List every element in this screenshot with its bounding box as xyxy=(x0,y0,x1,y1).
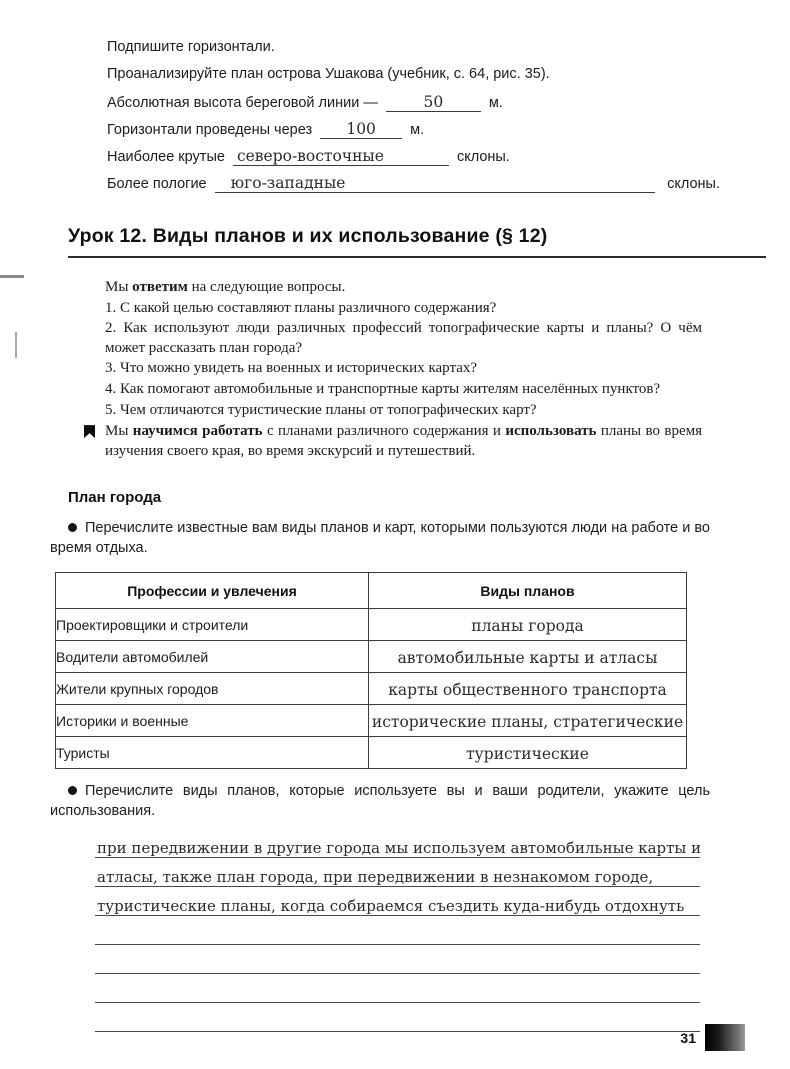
answer-cell xyxy=(369,737,687,769)
intro-lead-text: Мы xyxy=(105,279,133,295)
intro-lead xyxy=(105,278,702,298)
answer-line-empty xyxy=(95,974,700,1003)
suffix-steep-slopes: склоны. xyxy=(456,149,510,165)
handwritten-height-value: 50 xyxy=(423,93,444,111)
profession-cell: Проектировщики и строители xyxy=(56,609,369,641)
table-row xyxy=(56,705,687,737)
suffix-gentle-slopes: склоны. xyxy=(667,176,720,192)
label-steep-slopes: Наиболее крутые xyxy=(107,149,225,165)
task-list-plan-types xyxy=(50,518,710,558)
bookmark-icon xyxy=(84,425,95,438)
answer-cell xyxy=(369,609,687,641)
learn-text-3: планы во время изучения своего края, во время экскурсий и путешествий. xyxy=(105,423,702,459)
page-edge-marker xyxy=(705,1024,745,1051)
free-answer-area xyxy=(95,829,700,1032)
answer-line xyxy=(95,887,700,916)
fill-row-gentle-slopes xyxy=(107,173,720,193)
answer-cell xyxy=(369,641,687,673)
scan-artifact-tick xyxy=(15,332,17,358)
blank-steep-slopes xyxy=(233,146,449,166)
table-row xyxy=(56,737,687,769)
handwritten-steep-value: северо-восточные xyxy=(236,147,384,165)
professions-plans-table xyxy=(55,572,687,769)
handwritten-answer: исторические планы, стратегические xyxy=(371,712,684,731)
suffix-absolute-height: м. xyxy=(488,95,503,111)
question-2: 2. Как используют люди различных профессий топографические карты и планы? О чём может рассказать план города? xyxy=(105,320,702,356)
section-heading-city-plan: План города xyxy=(68,489,162,507)
scan-artifact-dash xyxy=(0,275,24,278)
column-header-plan-types: Виды планов xyxy=(369,573,687,609)
handwritten-interval-value: 100 xyxy=(346,120,376,138)
handwritten-answer: карты общественного транспорта xyxy=(388,680,667,699)
bullet-icon xyxy=(68,523,77,532)
column-header-professions: Профессии и увлечения xyxy=(56,573,369,609)
handwritten-answer: автомобильные карты и атласы xyxy=(397,648,658,667)
profession-cell: Историки и военные xyxy=(56,705,369,737)
answer-line-empty xyxy=(95,945,700,974)
page-footer xyxy=(680,1024,745,1051)
answer-line-empty xyxy=(95,916,700,945)
answer-cell xyxy=(369,673,687,705)
intro-lead-text2: на следующие вопросы. xyxy=(187,279,346,295)
table-row xyxy=(56,609,687,641)
bullet-icon xyxy=(68,786,77,795)
handwritten-line: при передвижении в другие города мы используем автомобильные карты и xyxy=(97,839,702,858)
learn-text-1: Мы xyxy=(105,423,133,440)
suffix-contour-interval: м. xyxy=(410,122,425,138)
profession-cell: Туристы xyxy=(56,737,369,769)
blank-contour-interval xyxy=(320,119,402,139)
page-number: 31 xyxy=(680,1029,696,1046)
intro-section xyxy=(105,278,702,461)
answer-line xyxy=(95,858,700,887)
task-analyze-plan: Проанализируйте план острова Ушакова (учебник, с. 64, рис. 35). xyxy=(107,66,550,82)
learn-bold-1: научимся работать xyxy=(132,423,263,440)
question-1: 1. С какой целью составляют планы различного содержания? xyxy=(105,299,497,316)
blank-gentle-slopes xyxy=(215,173,655,193)
answer-cell xyxy=(369,705,687,737)
handwritten-line: туристические планы, когда собираемся съездить куда-нибудь отдохнуть xyxy=(97,897,685,916)
top-tasks-section xyxy=(107,38,720,193)
task2-text: Перечислите виды планов, которые используете вы и ваши родители, укажите цель использования. xyxy=(50,783,710,820)
fill-row-steep-slopes xyxy=(107,146,720,166)
profession-cell: Жители крупных городов xyxy=(56,673,369,705)
handwritten-answer: планы города xyxy=(471,616,584,635)
lesson-title: Урок 12. Виды планов и их использование (§ 12) xyxy=(68,225,766,258)
label-absolute-height: Абсолютная высота береговой линии — xyxy=(107,95,378,111)
table-row xyxy=(56,673,687,705)
intro-lead-bold: ответим xyxy=(132,279,188,295)
question-5: 5. Чем отличаются туристические планы от топографических карт? xyxy=(105,401,537,418)
fill-row-contour-interval xyxy=(107,119,720,139)
question-4: 4. Как помогают автомобильные и транспортные карты жителям населённых пунктов? xyxy=(105,380,661,397)
task-sign-contours: Подпишите горизонтали. xyxy=(107,39,275,55)
fill-row-absolute-height xyxy=(107,92,720,112)
label-contour-interval: Горизонтали проведены через xyxy=(107,122,313,138)
table-header-row xyxy=(56,573,687,609)
learn-paragraph xyxy=(105,422,702,461)
learn-bold-2: использовать xyxy=(505,423,597,440)
question-3: 3. Что можно увидеть на военных и исторических картах? xyxy=(105,360,478,377)
handwritten-line: атласы, также план города, при передвижении в незнакомом городе, xyxy=(97,868,654,887)
answer-line-empty xyxy=(95,1003,700,1032)
profession-cell: Водители автомобилей xyxy=(56,641,369,673)
blank-absolute-height xyxy=(386,92,481,112)
task-own-plan-types xyxy=(50,781,710,821)
handwritten-gentle-value: юго-западные xyxy=(230,174,346,192)
learn-text-2: с планами различного содержания и xyxy=(262,423,506,440)
answer-line xyxy=(95,829,700,858)
label-gentle-slopes: Более пологие xyxy=(107,176,207,192)
handwritten-answer: туристические xyxy=(466,744,589,763)
table-row xyxy=(56,641,687,673)
task1-text: Перечислите известные вам виды планов и карт, которыми пользуются люди на работе и во время отдыха. xyxy=(50,520,710,557)
